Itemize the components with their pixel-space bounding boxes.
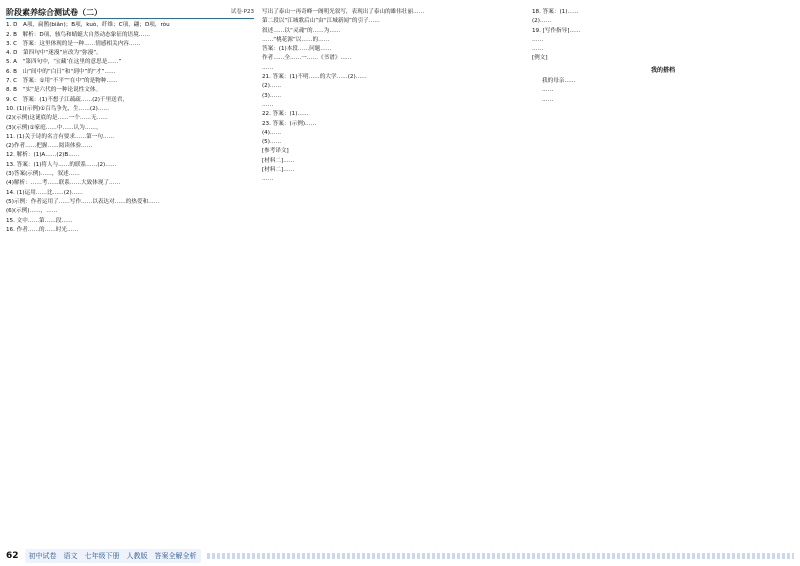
answer-line: 2. B 解析：D项，骇鸟和蜻蜓大自然动态象征的语境…… (6, 31, 150, 38)
answer-line: 答案：(1)本段……问题…… (262, 46, 332, 53)
answer-line: [参考译文] (262, 148, 289, 155)
left-column-body (6, 21, 254, 235)
right-column (532, 8, 794, 544)
page-number: 62 (6, 551, 19, 561)
answer-line: 叙述……以“灵魂”的……为…… (262, 27, 341, 34)
answer-line: …… (262, 101, 274, 108)
answer-line: …… (262, 176, 274, 183)
answer-line: …… (262, 64, 274, 71)
answer-line: …… (532, 46, 544, 53)
essay-paragraph: …… (542, 96, 554, 103)
middle-column-body (262, 8, 524, 185)
answer-line: …… (532, 36, 544, 43)
answer-line: 9. C 答案：(1)不想子江疏疏……(2)千里送君， (6, 96, 128, 103)
answer-line: 1. D A项，扁鹊(biǎn)；B项，kuò，纤维；C项，翩；D项，ròu (6, 22, 170, 29)
answer-line: 第二段以“江城歌后山”由“江城新闻”的引子…… (262, 18, 380, 25)
answer-line: 6. B 山”间中的“白日”和“到中”的“才”…… (6, 68, 116, 75)
answer-line: 8. B “实”是六代的一种论说性文体。 (6, 87, 102, 94)
answer-line: 16. 作者……的……时光…… (6, 226, 79, 233)
answer-line: 7. C 答案：①用“不平”“在中”的是物种…… (6, 78, 118, 85)
answer-line: 18. 答案：(1)…… (532, 9, 579, 15)
answer-line: [例文] (532, 55, 548, 62)
answer-line: 21. 答案：(1)不明……的大学……(2)…… (262, 74, 367, 81)
page-header (6, 8, 254, 19)
answer-line: 3. C 答案：这里体现的是一种……情感相关内容…… (6, 40, 141, 47)
left-column (6, 8, 254, 544)
answer-line: [材料二]…… (262, 167, 295, 174)
middle-column (262, 8, 524, 544)
footer-text: 初中试卷 语文 七年级下册 人教版 答案全解全析 (25, 549, 201, 563)
answer-line: 4. D 第四句中“迷漫”应改为“弥漫”。 (6, 50, 102, 57)
essay-paragraph: …… (542, 87, 554, 94)
page-tag: 试卷·P23 (230, 9, 254, 15)
essay-paragraph: 我的母亲…… (542, 78, 576, 85)
answer-line: 14. (1)运用……比……(2)…… (6, 189, 83, 196)
answer-line: ……“桃花源”以……的…… (262, 36, 330, 43)
answer-line: (4)解析：……考……联系……大致体现了…… (6, 180, 121, 187)
answer-line: (2)(示例)这谜底的是……一个……无…… (6, 115, 108, 122)
right-column-body (532, 8, 794, 64)
page-title: 阶段素养综合测试卷（二） (6, 8, 102, 17)
essay-body (532, 77, 794, 105)
answer-line: (2)…… (532, 18, 552, 25)
answer-line: (4)…… (262, 129, 282, 136)
answer-line: 写出了泰山一再奇峰一阁明光叙写，表现出了泰山的雄伟壮丽…… (262, 9, 425, 15)
answer-line: (5)…… (262, 139, 282, 146)
answer-line: 15. 文中……第……段…… (6, 217, 73, 224)
footer-decoration (207, 553, 794, 559)
essay-title: 我的搭档 (650, 66, 675, 74)
answer-line: 13. 答案：(1)将人与……的联系……(2)…… (6, 161, 117, 168)
answer-line: (3)(示例)①家庭……中……认为……。 (6, 124, 102, 131)
answer-line: 作者……全……一……《书谱》…… (262, 55, 352, 62)
answer-line: (2)…… (262, 83, 282, 90)
answer-line: 23. 答案：(示例)…… (262, 120, 317, 127)
answer-line: (3)…… (262, 92, 282, 99)
answer-line: 5. A “第四句中，‘宝藏’在这里的意思是……” (6, 59, 122, 66)
answer-line: [材料二]…… (262, 157, 295, 164)
answer-line: 12. 解析：(1)A……(2)B…… (6, 152, 80, 159)
answer-line: (2)作者……把握……阅读体验…… (6, 143, 93, 150)
answer-line: (5)示例：作者运用了……写作……以表达对……的热爱和…… (6, 198, 160, 205)
page-footer (0, 546, 800, 566)
answer-line: 22. 答案：(1)…… (262, 111, 309, 118)
answer-line: 10. (1)(示例)①百鸟争先，生……(2)…… (6, 105, 110, 112)
answer-line: 11. (1)关于诗的名言有要求……第一句…… (6, 133, 115, 140)
answer-line: 19. [写作指导]…… (532, 27, 581, 34)
answer-line: (6)(示例)……，…… (6, 208, 58, 215)
answer-line: (3)答案(示例)……，叙述…… (6, 171, 80, 178)
